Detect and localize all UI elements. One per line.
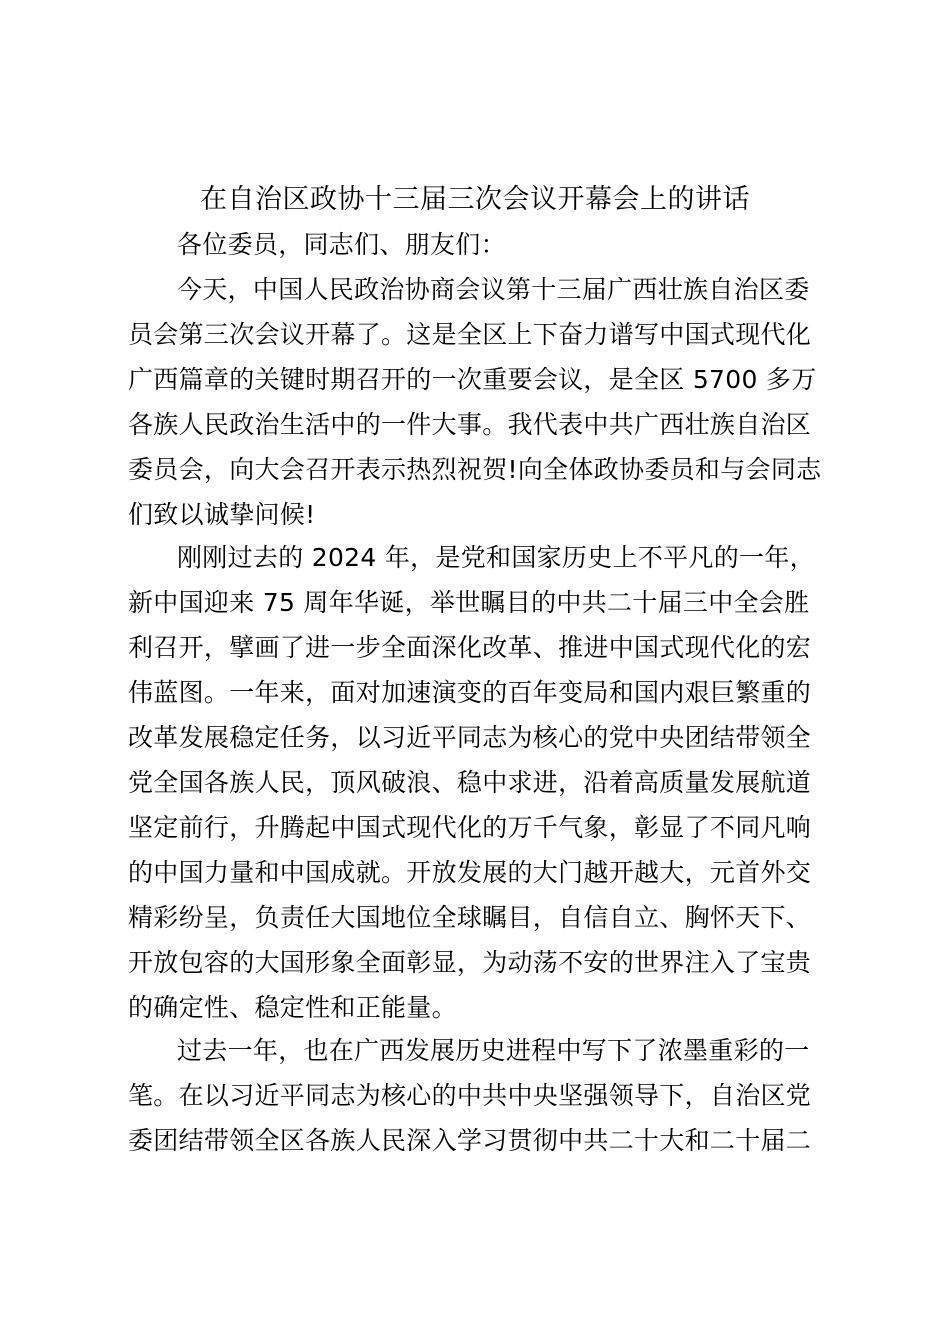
paragraph-line: 们致以诚挚问候! [128, 500, 316, 529]
paragraph-line: 广西篇章的关键时期召开的一次重要会议，是全区 5700 多万 [128, 365, 817, 394]
paragraph-line: 的确定性、稳定性和正能量。 [128, 993, 457, 1022]
paragraph-line: 党全国各族人民，顶风破浪、稳中求进，沿着高质量发展航道 [128, 768, 812, 797]
paragraph-line: 委员会，向大会召开表示热烈祝贺!向全体政协委员和与会同志 [128, 455, 822, 484]
paragraph-line: 过去一年，也在广西发展历史进程中写下了浓墨重彩的一 [177, 1036, 810, 1065]
document-title: 在自治区政协十三届三次会议开幕会上的讲话 [200, 184, 750, 215]
paragraph-line: 新中国迎来 75 周年华诞，举世瞩目的中共二十届三中全会胜 [128, 588, 810, 617]
paragraph-line: 员会第三次会议开幕了。这是全区上下奋力谱写中国式现代化 [128, 320, 812, 349]
paragraph-line: 开放包容的大国形象全面彰显，为动荡不安的世界注入了宝贵 [128, 948, 812, 977]
paragraph-line: 精彩纷呈，负责任大国地位全球瞩目，自信自立、胸怀天下、 [128, 903, 812, 932]
paragraph-line: 各族人民政治生活中的一件大事。我代表中共广西壮族自治区 [128, 410, 812, 439]
salutation: 各位委员，同志们、朋友们： [177, 230, 506, 259]
paragraph-line: 委团结带领全区各族人民深入学习贯彻中共二十大和二十届二 [128, 1126, 812, 1155]
paragraph-line: 今天，中国人民政治协商会议第十三届广西壮族自治区委 [177, 275, 810, 304]
paragraph-line: 伟蓝图。一年来，面对加速演变的百年变局和国内艰巨繁重的 [128, 678, 812, 707]
paragraph-line: 笔。在以习近平同志为核心的中共中央坚强领导下，自治区党 [128, 1081, 812, 1110]
paragraph-line: 改革发展稳定任务，以习近平同志为核心的党中央团结带领全 [128, 723, 812, 752]
paragraph-line: 利召开，擘画了进一步全面深化改革、推进中国式现代化的宏 [128, 633, 812, 662]
paragraph-line: 坚定前行，升腾起中国式现代化的万千气象，彰显了不同凡响 [128, 813, 812, 842]
paragraph-line: 刚刚过去的 2024 年，是党和国家历史上不平凡的一年， [177, 543, 815, 572]
paragraph-line: 的中国力量和中国成就。开放发展的大门越开越大，元首外交 [128, 858, 812, 887]
